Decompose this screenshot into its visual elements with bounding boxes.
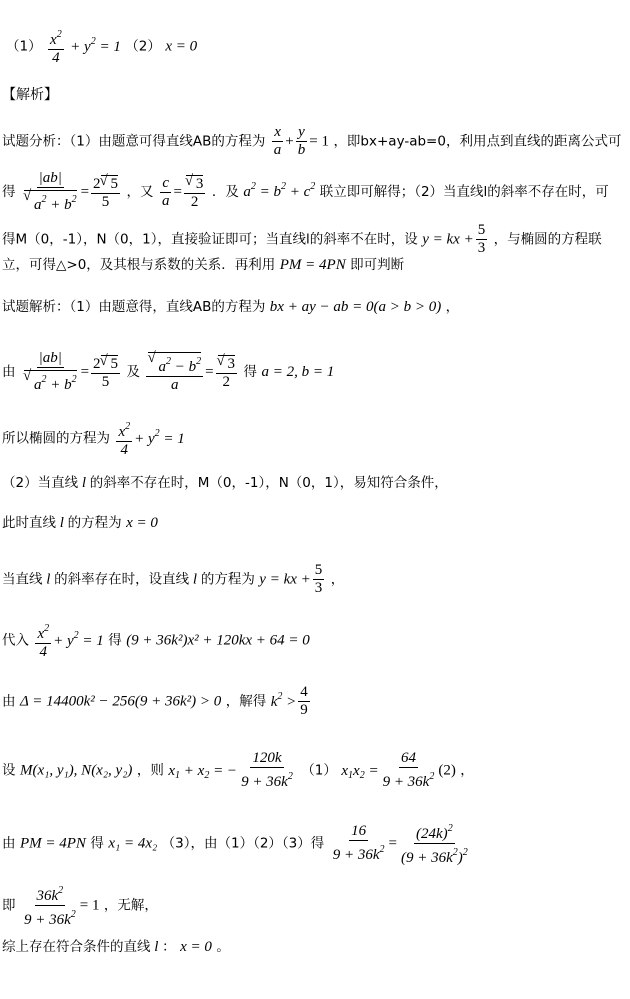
text: 此时直线 (2, 515, 56, 531)
text: 即可判断 (350, 257, 405, 273)
text: ，与椭圆的方程联 (493, 231, 602, 248)
analysis-line-1: 试题分析：（1）由题意可得直线AB的方程为 $\frac{x}{a}$ + $\frac{y}{b}$ = 1 ，即bx+ay-ab=0，利用点到直线的距离公式可 (2, 124, 622, 158)
answer-line (6, 26, 197, 67)
vector-equation: PM = 4PN (279, 257, 346, 273)
fraction: $\frac{64}{9 + 36k^2}$ (382, 750, 435, 790)
equation: x = 0 (180, 939, 212, 955)
equation: a = 2, b = 1 (261, 364, 335, 380)
solution-line-12: 综上存在符合条件的直线 l ： x = 0 。 (2, 939, 230, 955)
fraction: $\frac{x}{a}$ (273, 124, 282, 158)
text: 综上存在符合条件的直线 (2, 939, 151, 955)
text: 得 (243, 364, 257, 380)
fraction: |ab| √ $a^2 + b^2$ (22, 170, 79, 214)
solution-line-10: 由 PM = 4PN 得 x₁ = 4x₂ （3），由（1）（2）（3）得 $\frac{16}{9 + 36k^2}$ = $\frac{(24k)^2}{(9 + 36k^2)^2}$ (2, 820, 472, 867)
text: 所以椭圆的方程为 (2, 430, 110, 447)
text: 由 (2, 693, 16, 710)
solution-line-7: 代入 $\frac{x^2}{4}$ + $y^2 = 1$ 得 (9 + 36k²)x² + 120kx + 64 = 0 (2, 620, 310, 661)
text: ，又 (126, 184, 154, 200)
equation: Δ = 14400k² − 256(9 + 36k²) > 0 (19, 693, 222, 710)
solution-line-4: （2）当直线 l 的斜率不存在时，M（0，-1），N（0，1），易知符合条件， (2, 475, 448, 491)
fraction: $\frac{16}{9 + 36k^2}$ (332, 823, 385, 863)
fraction: $\frac{x^2}{4}$ (48, 26, 64, 67)
analysis-line-4 (2, 256, 404, 274)
text: ，无解， (103, 897, 158, 914)
text: 。 (216, 939, 230, 955)
text: 联立即可解得；（2）当直线l的斜率不存在时，可 (319, 184, 609, 200)
text: ，即bx+ay-ab=0，利用点到直线的距离公式可 (333, 133, 622, 150)
text: ， (445, 299, 460, 315)
text: ，则 (136, 762, 164, 779)
equation: x = 0 (165, 38, 198, 55)
fraction: √ $\frac{a^2 - b^2}{a}$ (146, 350, 203, 394)
fraction: $\frac{36k^2}{9 + 36k^2}$ (22, 882, 78, 929)
text: 得 (2, 184, 16, 200)
text: 得 (108, 632, 122, 649)
equation: y = kx + (422, 231, 474, 248)
equation: $a^2 = b^2 + c^2$ (243, 181, 316, 200)
text: (2) (438, 762, 456, 779)
text: 得 (90, 835, 104, 852)
fraction: $\frac{x^2}{4}$ (116, 418, 132, 459)
analysis-line-3 (2, 222, 602, 257)
solution-line-3: 所以椭圆的方程为 $\frac{x^2}{4}$ + $y^2 = 1$ (2, 418, 185, 459)
equation: x₁ = 4x₂ (108, 835, 158, 852)
solution-line-6: 当直线 l 的斜率存在时，设直线 l 的方程为 y = kx + $\frac{5}{3}$ ， (2, 562, 345, 596)
text: ， (330, 571, 345, 588)
fraction: $\frac{5}{3}$ (314, 562, 323, 596)
text: ，解得 (225, 693, 267, 710)
fraction: $\frac{(24k)^2}{(9 + 36k^2)^2}$ (399, 820, 470, 867)
text: 由 (2, 364, 16, 380)
text: （2）当直线 (2, 475, 79, 491)
text: 即 (2, 897, 16, 914)
text: 的方程为 (200, 571, 255, 588)
answer-number-1: （1） (6, 38, 42, 55)
fraction: $\frac{5}{3}$ (477, 222, 486, 256)
text: 当直线 (2, 571, 43, 588)
solution-line-11: 即 $\frac{36k^2}{9 + 36k^2}$ = 1 ，无解， (2, 882, 158, 929)
solution-line-8: 由 Δ = 14400k² − 256(9 + 36k²) > 0 ，解得 $k^2$ > $\frac{4}{9}$ (2, 684, 308, 718)
fraction: √ $\frac{3}{2}$ (216, 353, 238, 391)
text: ， (460, 762, 474, 779)
text: ： (162, 939, 176, 955)
text: 由 (2, 835, 16, 852)
fraction: $\frac{2√ 5}{5}$ (91, 173, 120, 211)
fraction: $\frac{2√ 5}{5}$ (91, 353, 120, 391)
equation: bx + ay − ab = 0(a > b > 0) (269, 299, 442, 315)
text: 得M（0，-1），N（0，1），直接验证即可；当直线l的斜率不在时，设 (2, 231, 418, 248)
fraction: |ab| √ $a^2 + b^2$ (22, 350, 79, 394)
equation: (9 + 36k²)x² + 120kx + 64 = 0 (126, 632, 310, 649)
text: 的斜率存在时，设直线 (54, 571, 190, 588)
text: 及 (126, 364, 140, 380)
fraction: $\frac{c}{a}$ (161, 174, 170, 209)
answer-number-2: （2） (125, 38, 161, 55)
fraction: $\frac{y}{b}$ (297, 124, 306, 158)
section-heading: 【解析】 (2, 87, 58, 103)
solution-line-1 (2, 298, 459, 316)
text: ．及 (211, 184, 239, 200)
fraction: $\frac{4}{9}$ (300, 684, 308, 718)
text: 立，可得△>0，及其根与系数的关系．再利用 (2, 257, 276, 273)
fraction: $\frac{120k}{9 + 36k^2}$ (241, 750, 293, 790)
fraction: $\frac{x^2}{4}$ (35, 620, 51, 661)
solution-line-2: 由 |ab| √ $a^2 + b^2$ = $\frac{2√ 5}{5}$ 及 √ $\frac{a^2 - b^2}{a}$ = √ $\frac{3}{2}$ 得 a = 2, b = 1 (2, 350, 334, 394)
solution-line-5: 此时直线 l 的方程为 x = 0 (2, 515, 158, 531)
text: 试题解析：（1）由题意得，直线AB的方程为 (2, 299, 266, 315)
solution-line-9: 设 M(x₁, y₁), N(x₂, y₂) ，则 $x_1 + x_2$ = − $\frac{120k}{9 + 36k^2}$ （1） $x_1x_2$ = $\frac{64}{9 + 36k^2}$ (2) ， (2, 750, 474, 790)
text: 设 (2, 762, 16, 779)
text: （1） (301, 762, 337, 779)
equation: M(x₁, y₁), N(x₂, y₂) (19, 762, 133, 779)
text: 试题分析：（1）由题意可得直线AB的方程为 (2, 133, 266, 150)
text: （3），由（1）（2）（3）得 (161, 835, 325, 852)
text: 的方程为 (67, 515, 122, 531)
fraction: √ $\frac{3}{2}$ (184, 173, 206, 211)
equation: + $y^2 = 1$ (70, 35, 121, 55)
analysis-line-2: 得 |ab| √ $a^2 + b^2$ = $\frac{2√ 5}{5}$ ，又 $\frac{c}{a}$ = √ $\frac{3}{2}$ ．及 $a^2 = b^2 + c^2$ 联立即可解得；（2）当直线l的斜率不存在时，可 (2, 170, 609, 214)
text: 的斜率不存在时，M（0，-1），N（0，1），易知符合条件， (89, 475, 448, 491)
text: 代入 (2, 632, 29, 649)
